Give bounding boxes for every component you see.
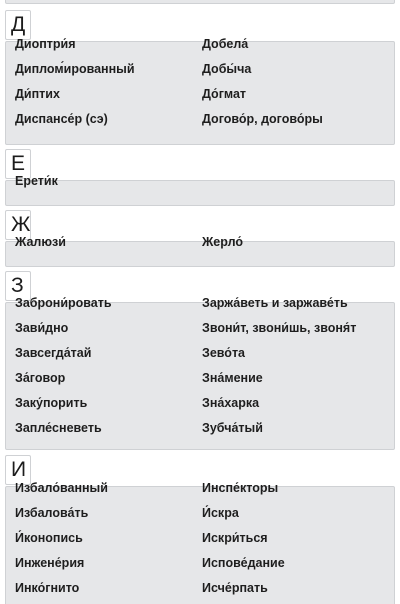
section-letter: З bbox=[5, 271, 31, 301]
word-entry: Инко́гнито bbox=[15, 581, 80, 595]
section-letter: Д bbox=[5, 10, 31, 40]
previous-section-edge bbox=[5, 0, 395, 4]
word-entry: Заброни́ровать bbox=[15, 296, 112, 310]
letter-section bbox=[5, 149, 395, 206]
word-entry: Искри́ться bbox=[202, 531, 268, 545]
word-entry: Избалова́ть bbox=[15, 506, 89, 520]
word-entry: Зна́мение bbox=[202, 371, 263, 385]
word-list-panel bbox=[5, 174, 395, 206]
word-entry: До́гмат bbox=[202, 87, 247, 101]
word-entry: Добела́ bbox=[202, 37, 249, 51]
word-entry: Добы́ча bbox=[202, 62, 252, 76]
word-list-panel bbox=[5, 37, 395, 145]
word-entry: Диспансе́р (сэ) bbox=[15, 112, 108, 126]
word-entry: Диплом́ированный bbox=[15, 62, 135, 76]
word-list-panel bbox=[5, 235, 395, 267]
word-entry: Звони́т, звони́шь, звоня́т bbox=[202, 321, 357, 335]
letter-section bbox=[5, 10, 395, 145]
word-entry: Жерло́ bbox=[202, 235, 243, 249]
section-letter: И bbox=[5, 455, 31, 485]
section-letter: Е bbox=[5, 149, 31, 179]
word-entry: Жалюзи́ bbox=[15, 235, 66, 249]
section-letter: Ж bbox=[5, 210, 31, 240]
word-entry: Ди́птих bbox=[15, 87, 60, 101]
word-entry: Избало́ванный bbox=[15, 481, 108, 495]
word-entry: Завсегда́тай bbox=[15, 346, 92, 360]
word-entry: Запле́сневеть bbox=[15, 421, 102, 435]
word-entry: Исче́рпать bbox=[202, 581, 268, 595]
word-entry: И́скра bbox=[202, 506, 239, 520]
word-entry: Заку́порить bbox=[15, 396, 88, 410]
word-entry: За́говор bbox=[15, 371, 66, 385]
word-entry: Ерети́к bbox=[15, 174, 58, 188]
word-entry: Инспе́кторы bbox=[202, 481, 279, 495]
word-entry: Диоптри́я bbox=[15, 37, 76, 51]
word-entry: Догово́р, догово́ры bbox=[202, 112, 323, 126]
word-entry: Зна́харка bbox=[202, 396, 260, 410]
word-entry: Заржа́веть и заржаве́ть bbox=[202, 296, 348, 310]
word-entry: Зубча́тый bbox=[202, 421, 263, 435]
word-entry: Зави́дно bbox=[15, 321, 69, 335]
word-entry: Испове́дание bbox=[202, 556, 285, 570]
word-entry: Инжене́рия bbox=[15, 556, 85, 570]
letter-section bbox=[5, 455, 395, 604]
letter-section bbox=[5, 271, 395, 450]
letter-section bbox=[5, 210, 395, 267]
word-entry: Зево́та bbox=[202, 346, 246, 360]
word-list-panel bbox=[5, 481, 395, 604]
word-entry: И́конопись bbox=[15, 531, 83, 545]
word-list-panel bbox=[5, 296, 395, 450]
